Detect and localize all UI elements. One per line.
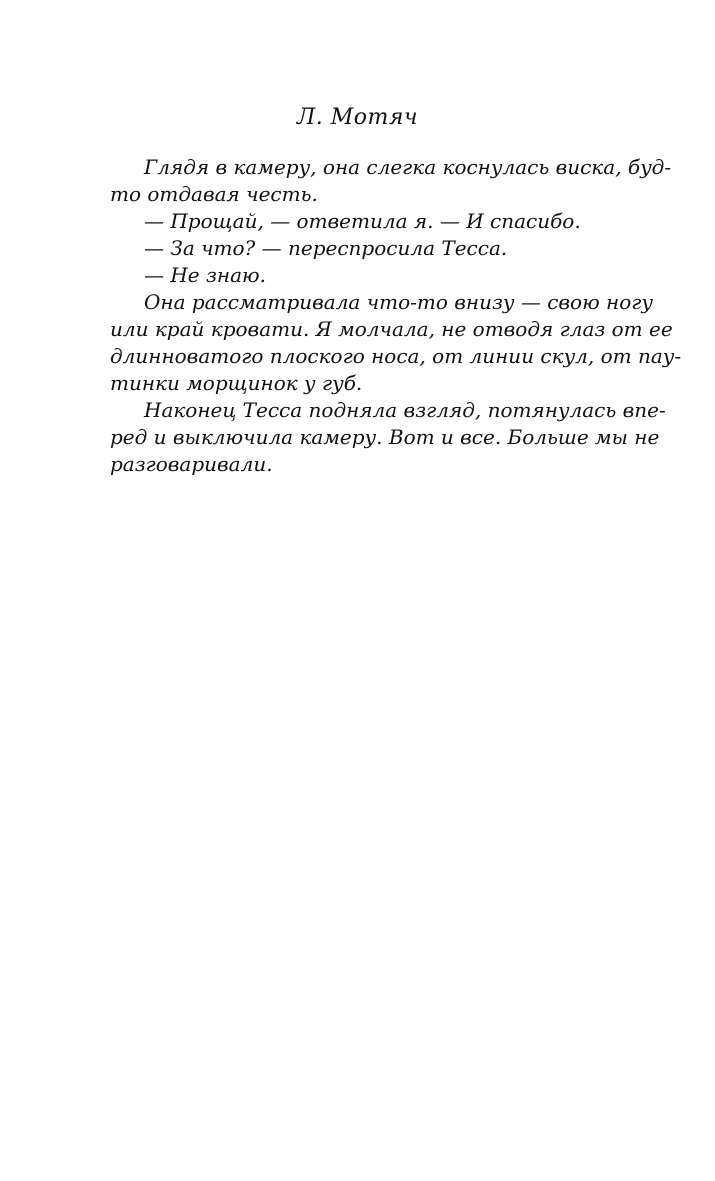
text-line: ред и выключила камеру. Вот и все. Больше мы не	[110, 425, 660, 449]
text-line: или край кровати. Я молчала, не отводя глаз от ее	[110, 317, 673, 341]
text-line: тинки морщинок у губ.	[110, 371, 363, 395]
text-line: Глядя в камеру, она слегка коснулась виска, буд-	[144, 155, 672, 179]
text-line: Наконец Тесса подняла взгляд, потянулась впе-	[144, 398, 666, 422]
text-line: — Не знаю.	[144, 263, 266, 287]
running-head-author: Л. Мотяч	[296, 105, 419, 130]
text-line: разговаривали.	[110, 452, 273, 476]
text-line: — За что? — переспросила Тесса.	[144, 236, 508, 260]
text-line: — Прощай, — ответила я. — И спасибо.	[144, 209, 581, 233]
text-line: то отдавая честь.	[110, 182, 318, 206]
text-line: длинноватого плоского носа, от линии скул, от пау-	[110, 344, 682, 368]
body-text	[110, 154, 682, 478]
text-line: Она рассматривала что-то внизу — свою ногу	[144, 290, 653, 314]
